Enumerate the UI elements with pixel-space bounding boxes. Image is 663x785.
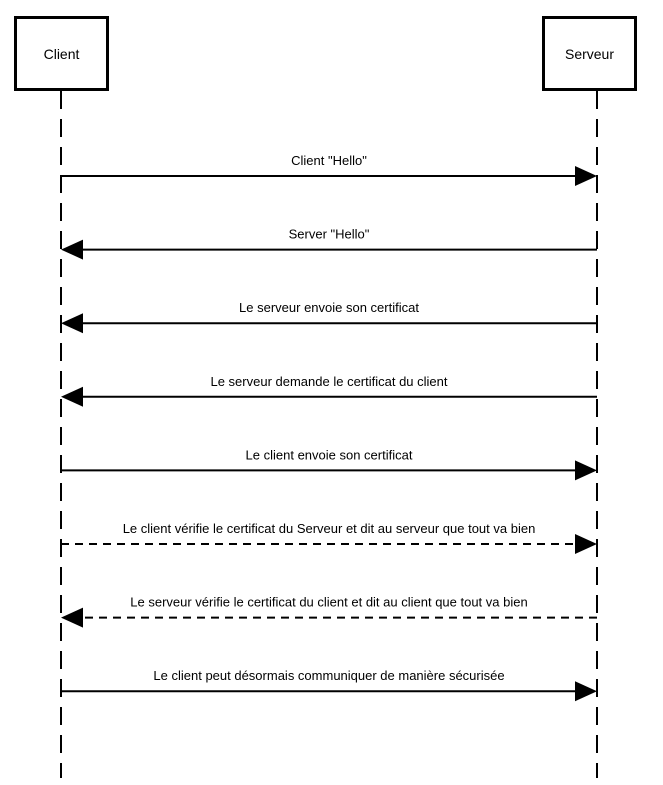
arrowhead-icon [575, 681, 597, 701]
arrowhead-icon [575, 534, 597, 554]
message-label: Le serveur vérifie le certificat du client et dit au client que tout va bien [130, 594, 528, 610]
message-label: Le serveur envoie son certificat [239, 300, 419, 316]
arrowhead-icon [575, 460, 597, 480]
message-3 [61, 300, 597, 333]
client-actor-box [14, 16, 109, 91]
arrowhead-icon [61, 608, 83, 628]
arrowhead-icon [61, 387, 83, 407]
message-1 [61, 153, 597, 186]
message-8 [61, 668, 597, 701]
message-label: Server "Hello" [288, 226, 370, 242]
message-label: Le client vérifie le certificat du Serveur et dit au serveur que tout va bien [122, 521, 536, 536]
message-label: Le serveur demande le certificat du client [210, 373, 448, 389]
message-label: Le client peut désormais communiquer de manière sécurisée [153, 668, 505, 684]
arrowhead-icon [61, 240, 83, 260]
arrowhead-icon [61, 313, 83, 333]
message-5 [61, 447, 597, 480]
message-4 [61, 374, 597, 407]
message-label: Le client envoie son certificat [245, 447, 413, 463]
message-7 [61, 595, 597, 628]
arrowhead-icon [575, 166, 597, 186]
messages-layer [61, 153, 597, 701]
client-actor-label: Client [43, 45, 80, 62]
server-actor-box [542, 16, 637, 91]
server-actor-label: Serveur [564, 45, 615, 62]
message-2 [61, 227, 597, 260]
message-6 [61, 521, 597, 554]
message-label: Client "Hello" [291, 153, 367, 168]
